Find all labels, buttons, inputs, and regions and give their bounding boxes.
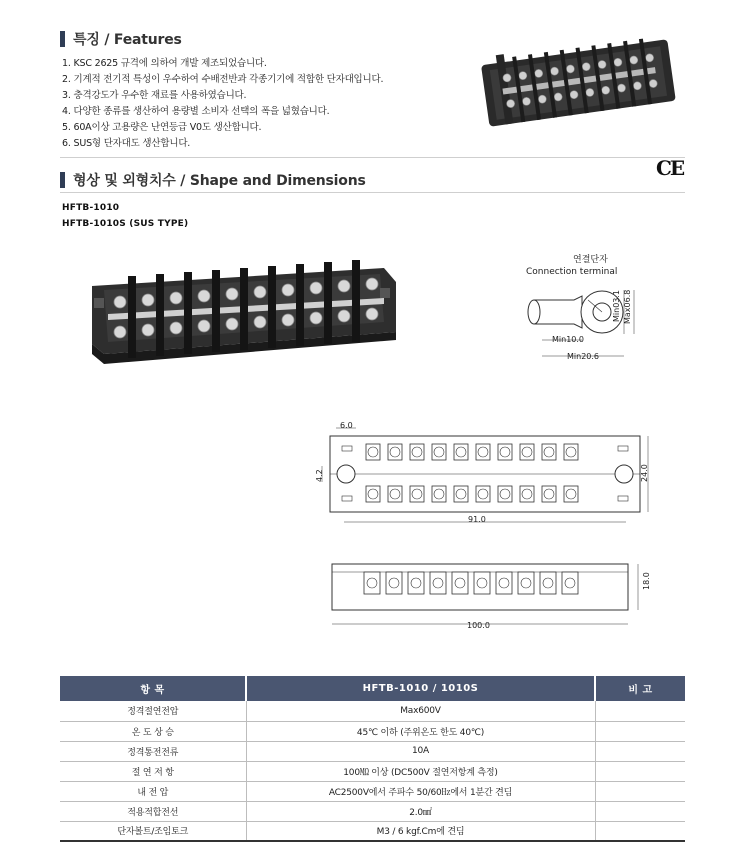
row-item: 단자볼트/조임토크: [60, 821, 246, 841]
feature-item: 3. 충격강도가 우수한 재료를 사용하였습니다.: [62, 90, 247, 101]
table-row: [60, 781, 685, 801]
dim-label: 24.0: [640, 464, 649, 482]
row-value: AC2500V에서 주파수 50/60㎐에서 1분간 견딤: [246, 781, 595, 801]
row-note: [595, 721, 685, 741]
dim-label: 100.0: [467, 621, 490, 630]
side-view-drawing: [324, 552, 654, 632]
dim-label: Min10.0: [552, 335, 585, 344]
ce-mark: CE: [656, 156, 684, 180]
table-row: [60, 701, 685, 721]
feature-item: 5. 60A이상 고용량은 난연등급 V0도 생산합니다.: [62, 122, 262, 133]
spec-table: [60, 676, 685, 842]
header-model: HFTB-1010 / 1010S: [246, 676, 595, 701]
connection-label-ko: 연결단자: [573, 255, 608, 265]
row-item: 정격절연전압: [60, 701, 246, 721]
table-row: [60, 741, 685, 761]
feature-item: 6. SUS형 단자대도 생산합니다.: [62, 138, 191, 149]
row-value: Max600V: [246, 701, 595, 721]
feature-item: 1. KSC 2625 규격에 의하여 개발 제조되었습니다.: [62, 58, 267, 69]
product-photo-small: [478, 30, 678, 130]
heading-bar-marker: [60, 172, 65, 188]
heading-bar-marker: [60, 31, 65, 47]
row-item: 절 연 저 항: [60, 761, 246, 781]
feature-list: [62, 56, 383, 152]
table-header-row: [60, 676, 685, 701]
dim-label: 4.2: [315, 469, 324, 482]
dim-label: 91.0: [468, 515, 486, 524]
row-value: 45℃ 이하 (주위온도 한도 40℃): [246, 721, 595, 741]
model-name: HFTB-1010S (SUS TYPE): [62, 219, 189, 229]
table-row: [60, 721, 685, 741]
connection-label-en: Connection terminal: [526, 267, 618, 277]
header-item: 항 목: [60, 676, 246, 701]
row-value: 100㏁ 이상 (DC500V 절연저항계 측정): [246, 761, 595, 781]
row-value: M3 / 6 kgf.Cm에 견딤: [246, 821, 595, 841]
product-photo-main: [84, 258, 404, 370]
dim-label: Max06.8: [623, 289, 632, 324]
row-item: 내 전 압: [60, 781, 246, 801]
dim-label: Min20.6: [567, 352, 600, 361]
row-note: [595, 781, 685, 801]
dim-label: 18.0: [642, 572, 651, 590]
row-note: [595, 821, 685, 841]
header-note: 비 고: [595, 676, 685, 701]
row-value: 2.0㎟: [246, 801, 595, 821]
dim-label: Min03.1: [612, 289, 621, 322]
row-note: [595, 761, 685, 781]
row-note: [595, 741, 685, 761]
table-row: [60, 761, 685, 781]
feature-item: 2. 기계적 전기적 특성이 우수하여 수배전반과 각종기기에 적합한 단자대입니다.: [62, 74, 384, 85]
table-row: [60, 801, 685, 821]
row-item: 정격통전전류: [60, 741, 246, 761]
row-value: 10A: [246, 741, 595, 761]
row-item: 적용적합전선: [60, 801, 246, 821]
feature-item: 4. 다양한 종류를 생산하여 용량별 소비자 선택의 폭을 넓혔습니다.: [62, 106, 330, 117]
features-heading: [60, 29, 182, 49]
row-note: [595, 701, 685, 721]
row-item: 온 도 상 승: [60, 721, 246, 741]
top-view-drawing: [310, 418, 660, 528]
divider: [60, 192, 685, 193]
model-name: HFTB-1010: [62, 203, 120, 213]
features-title: 특징 / Features: [73, 32, 182, 48]
shape-heading: [60, 170, 366, 190]
dim-label: 6.0: [340, 421, 353, 430]
row-note: [595, 801, 685, 821]
shape-title: 형상 및 외형치수 / Shape and Dimensions: [73, 173, 366, 189]
table-row: [60, 821, 685, 841]
divider: [60, 157, 685, 158]
